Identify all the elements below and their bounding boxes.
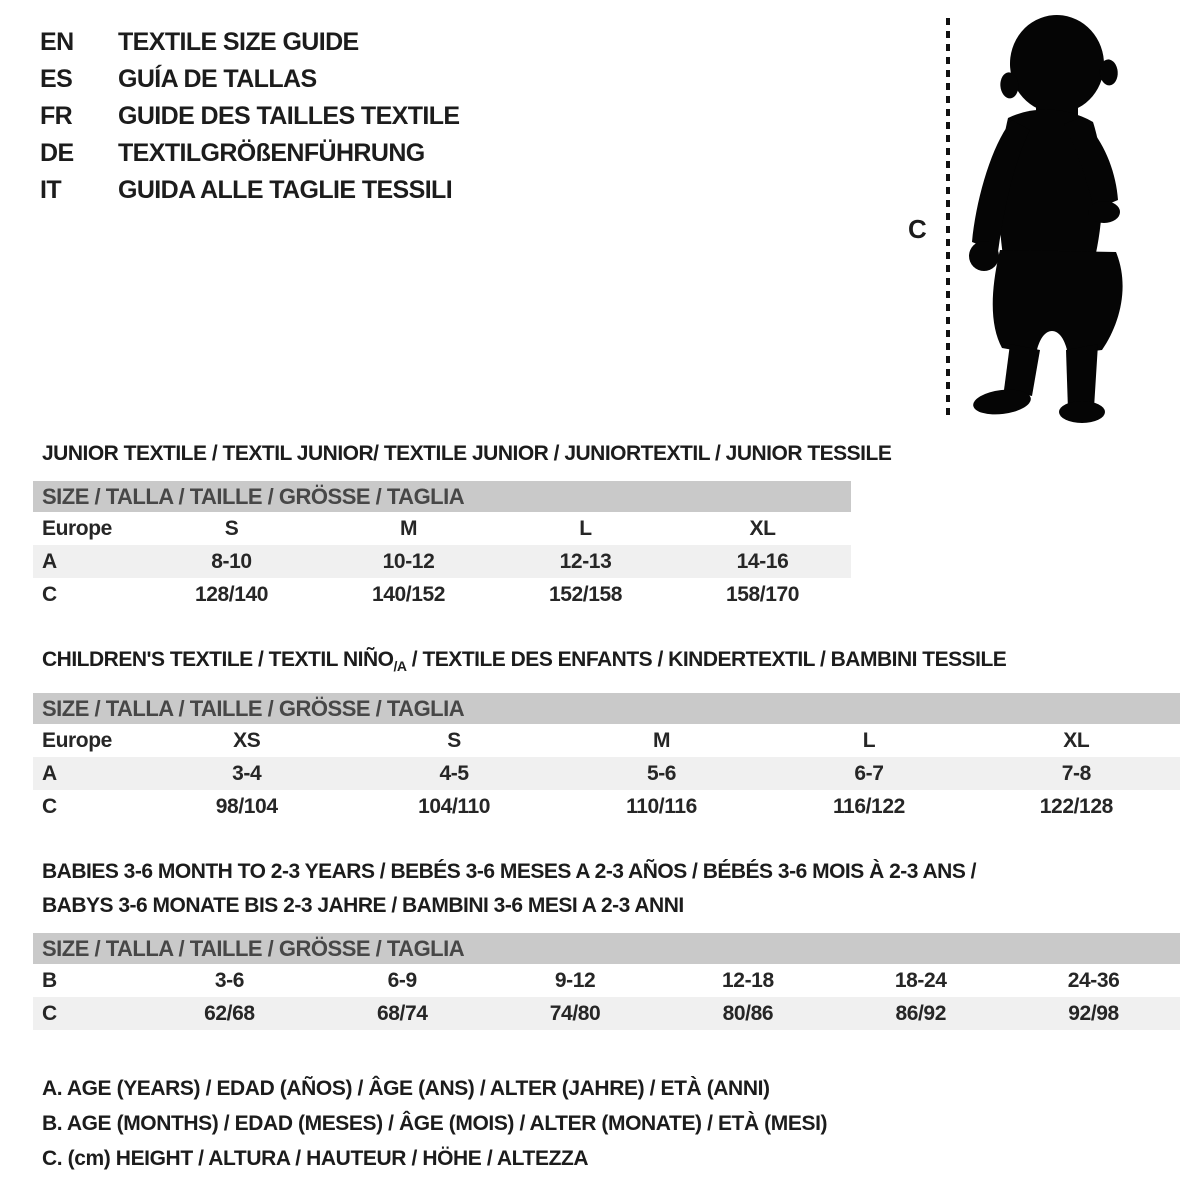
size-cell: 6-9 [387, 968, 417, 992]
toddler-silhouette-icon [962, 14, 1142, 424]
language-code: IT [40, 176, 62, 204]
table-rows [33, 964, 1180, 1030]
size-cell: 92/98 [1068, 1001, 1119, 1025]
size-cell: 12-13 [559, 549, 612, 573]
size-section [33, 643, 1180, 823]
section-title-line: JUNIOR TEXTILE / TEXTIL JUNIOR/ TEXTILE JUNIOR / JUNIORTEXTIL / JUNIOR TESSILE [42, 442, 892, 465]
size-cell: 128/140 [194, 582, 269, 606]
size-cell: 152/158 [548, 582, 623, 606]
table-header-label: SIZE / TALLA / TAILLE / GRÖSSE / TAGLIA [42, 935, 465, 961]
size-cell: 116/122 [832, 794, 905, 818]
language-guide-title: TEXTILGRÖßENFÜHRUNG [118, 139, 425, 167]
section-title-line: BABIES 3-6 MONTH TO 2-3 YEARS / BEBÉS 3-6 MESES A 2-3 AÑOS / BÉBÉS 3-6 MOIS À 2-3 ANS / [42, 860, 977, 884]
size-cell: 9-12 [554, 968, 596, 992]
size-cell: 3-4 [232, 761, 262, 785]
language-code: ES [40, 65, 73, 93]
size-cell: 6-7 [854, 761, 884, 785]
size-cell: 4-5 [439, 761, 469, 785]
size-cell: M [652, 728, 671, 752]
table-rows [33, 512, 851, 611]
size-cell: S [224, 516, 239, 540]
size-cell: 62/68 [204, 1001, 255, 1025]
legend-line: B. AGE (MONTHS) / EDAD (MESES) / ÂGE (MOIS) / ALTER (MONATE) / ETÀ (MESI) [42, 1112, 828, 1135]
size-cell: 104/110 [418, 794, 491, 818]
language-row [40, 61, 460, 98]
table-header-bar [33, 481, 851, 512]
size-cell: XL [1063, 728, 1090, 752]
table-row [33, 724, 1180, 757]
size-cell: 68/74 [376, 1001, 428, 1025]
language-code: FR [40, 102, 73, 130]
language-code: DE [40, 139, 74, 167]
section-title [33, 437, 1180, 471]
table-row [33, 578, 851, 611]
table-row [33, 964, 1180, 997]
row-label: C [42, 794, 57, 818]
size-cell: 140/152 [371, 582, 446, 606]
legend-footnotes [42, 1071, 827, 1176]
size-cell: L [862, 728, 876, 752]
size-cell: 8-10 [211, 549, 252, 573]
height-measure-line [946, 18, 950, 416]
size-cell: 86/92 [895, 1001, 946, 1025]
row-label: C [42, 1001, 57, 1025]
size-cell: 122/128 [1039, 794, 1113, 818]
table-header-bar [33, 933, 1180, 964]
row-label: A [42, 549, 57, 573]
size-sections [33, 437, 1180, 1030]
section-title-line: BABYS 3-6 MONATE BIS 2-3 JAHRE / BAMBINI 3-6 MESI A 2-3 ANNI [42, 894, 684, 918]
section-title [33, 643, 1180, 683]
size-cell: 18-24 [894, 968, 947, 992]
size-cell: 80/86 [722, 1001, 774, 1025]
height-measure-label: C [908, 214, 927, 244]
table-rows [33, 724, 1180, 823]
table-header-label: SIZE / TALLA / TAILLE / GRÖSSE / TAGLIA [42, 483, 465, 509]
row-label: B [42, 968, 57, 992]
size-table [33, 693, 1180, 823]
size-cell: 14-16 [736, 549, 789, 573]
size-table [33, 481, 851, 611]
table-header-label: SIZE / TALLA / TAILLE / GRÖSSE / TAGLIA [42, 695, 465, 721]
size-cell: 7-8 [1061, 761, 1091, 785]
size-cell: 74/80 [549, 1001, 601, 1025]
size-section [33, 855, 1180, 1030]
language-row [40, 24, 460, 61]
language-guide-title: GUIDA ALLE TAGLIE TESSILI [118, 176, 453, 204]
size-cell: S [447, 728, 461, 752]
size-cell: L [579, 516, 592, 540]
language-row [40, 98, 460, 135]
language-row [40, 135, 460, 172]
size-table [33, 933, 1180, 1030]
section-title-line: CHILDREN'S TEXTILE / TEXTIL $NIÑO_{/A}$ / TEXTILE DES ENFANTS / KINDERTEXTIL / BAMBINI TESSILE [42, 648, 1007, 675]
size-cell: 110/116 [626, 794, 697, 818]
language-guide-title: GUIDE DES TAILLES TEXTILE [118, 102, 460, 130]
language-guide-title: TEXTILE SIZE GUIDE [118, 28, 359, 56]
size-cell: 10-12 [382, 549, 435, 573]
table-header-bar [33, 693, 1180, 724]
table-row [33, 512, 851, 545]
section-title [33, 855, 1180, 923]
size-cell: 3-6 [214, 968, 244, 992]
size-cell: XS [233, 728, 261, 752]
language-row [40, 172, 460, 209]
size-cell: 98/104 [215, 794, 278, 818]
size-cell: XL [749, 516, 776, 540]
size-cell: 24-36 [1067, 968, 1120, 992]
table-row [33, 545, 851, 578]
row-label: Europe [42, 516, 112, 540]
row-label: A [42, 761, 57, 785]
language-code: EN [40, 28, 74, 56]
row-label: C [42, 582, 57, 606]
language-guide-title: GUÍA DE TALLAS [118, 65, 317, 93]
legend-line: A. AGE (YEARS) / EDAD (AÑOS) / ÂGE (ANS) / ALTER (JAHRE) / ETÀ (ANNI) [42, 1077, 770, 1100]
table-row [33, 757, 1180, 790]
size-cell: 12-18 [722, 968, 774, 992]
language-list [40, 24, 460, 209]
size-section [33, 437, 1180, 611]
size-cell: 158/170 [725, 582, 800, 606]
table-row [33, 790, 1180, 823]
legend-line: C. (cm) HEIGHT / ALTURA / HAUTEUR / HÖHE / ALTEZZA [42, 1147, 589, 1170]
table-row [33, 997, 1180, 1030]
row-label: Europe [42, 728, 112, 752]
size-cell: 5-6 [646, 761, 677, 785]
size-cell: M [399, 516, 418, 540]
